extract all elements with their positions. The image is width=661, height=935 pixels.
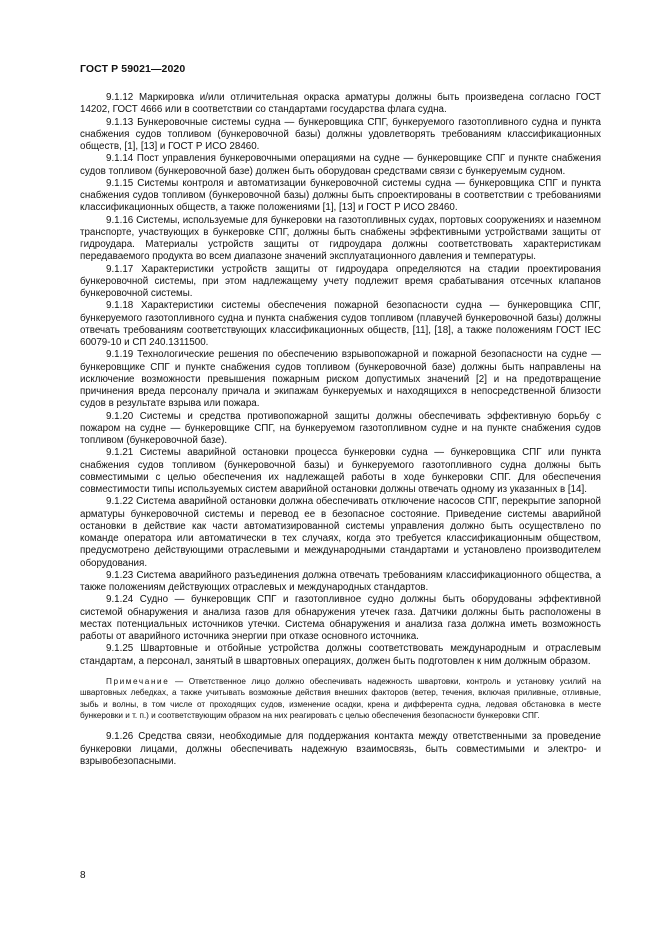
paragraph-9-1-18: 9.1.18 Характеристики системы обеспечения пожарной безопасности судна — бункеровщика СПГ, бункеруемого газотопливного судна и пункта снабжения судов топливом (плавучей бункеровочной базы) должны отвечать требованиям соответствующих классификационных обществ, [11], [18], а также положениям ГОСТ IEC 60079-10 и СП 240.1311500. — [80, 300, 601, 348]
paragraph-9-1-20: 9.1.20 Системы и средства противопожарной защиты должны обеспечивать эффективную борьбу с пожаром на судне — бункеровщике СПГ, на бункеруемом газотопливном судне и на пункте снабжения судов топливом (бункеровочной базе). — [80, 410, 601, 446]
paragraph-9-1-22: 9.1.22 Система аварийной остановки должна обеспечивать отключение насосов СПГ, перекрытие запорной арматуры бункеровочной системы и перевод ее в безопасное состояние. Приведение системы аварийной остановки в действие как части автоматизированной системы управления должно быть осуществлено по команде оператора или автоматически в тех случаях, когда это требуется классификационным обществом, предусмотрено действующими отраслевыми и международными стандартами и установлено производителем оборудования. — [80, 496, 601, 569]
paragraph-9-1-25: 9.1.25 Швартовные и отбойные устройства должны соответствовать международным и отраслевым стандартам, а персонал, занятый в швартовных операциях, должен быть подготовлен к ним должным образом. — [80, 643, 601, 667]
note-text: — Ответственное лицо должно обеспечивать надежность швартовки, контроль и установку усилий на швартовных лебедках, а также учитывать возможные действия внешних факторов (ветер, течения, включая приливные, отливные, зыбь и волны, в том числе от проходящих судов, изменение осадки, крена и дифферента судна, ледовая обстановка в месте бункеровки и т. п.) и соответствующим образом на них реагировать с целью обеспечения безопасности бункеровки СПГ. — [80, 676, 601, 720]
document-header: ГОСТ Р 59021—2020 — [80, 63, 186, 75]
paragraph-9-1-14: 9.1.14 Пост управления бункеровочными операциями на судне — бункеровщике СПГ и пункте снабжения судов топливом (бункеровочной базе) должен быть оборудован средствами связи с бункеруемым судном. — [80, 153, 601, 177]
paragraph-9-1-26: 9.1.26 Средства связи, необходимые для поддержания контакта между ответственными за проведение бункеровки лицами, должны обеспечивать надежную взаимосвязь, быть совместимыми и электро- и взрывобезопасными. — [80, 731, 601, 767]
note-block — [80, 676, 601, 722]
paragraph-9-1-19: 9.1.19 Технологические решения по обеспечению взрывопожарной и пожарной безопасности на судне — бункеровщике СПГ и пункте снабжения судов топливом (бункеровочной базе) должны быть направлены на исключение возможности превышения пожарным риском допустимых значений [2] и на предотвращение причинения вреда персоналу причала и экипажам бункеруемых и находящихся в непосредственной близости судов в результате взрыва или пожара. — [80, 349, 601, 410]
paragraph-9-1-16: 9.1.16 Системы, используемые для бункеровки на газотопливных судах, портовых сооружениях и наземном транспорте, участвующих в бункеровке СПГ, должны быть снабжены эффективными устройствами защиты от гидроудара. Материалы устройств защиты от гидроудара должны соответствовать характеристикам передаваемого продукта во всем диапазоне значений эксплуатационного давления и температуры. — [80, 214, 601, 263]
document-body — [80, 92, 601, 768]
paragraph-9-1-17: 9.1.17 Характеристики устройств защиты от гидроудара определяются на стадии проектирования бункеровочной системы, при этом надлежащему учету подлежит время срабатывания отсечных клапанов бункеровочной системы. — [80, 263, 601, 299]
paragraph-9-1-24: 9.1.24 Судно — бункеровщик СПГ и газотопливное судно должны быть оборудованы эффективной системой обнаружения и анализа газов для обнаружения утечек газа. Датчики должны быть расположены в местах потенциальных источников утечки. Система обнаружения и анализа газа должна иметь возможность работы от аварийного источника энергии при отказе основного источника. — [80, 594, 601, 642]
page-number: 8 — [80, 870, 86, 881]
paragraph-9-1-21: 9.1.21 Системы аварийной остановки процесса бункеровки судна — бункеровщика СПГ или пункта снабжения судов топливом (бункеровочной базы) и бункеруемого газотопливного судна должны быть совместимыми с целью обеспечения их надлежащей работы в ходе бункеровки СПГ. Для обеспечения совместимости типы используемых систем аварийной остановки должны отвечать одному из указанных в [14]. — [80, 447, 601, 495]
paragraph-9-1-13: 9.1.13 Бункеровочные системы судна — бункеровщика СПГ, бункеруемого газотопливного судна и пункта снабжения судов топливом (бункеровочной базы) должны удовлетворять требованиям классификационных обществ, [1], [13] и ГОСТ Р ИСО 28460. — [80, 116, 601, 152]
paragraph-9-1-12: 9.1.12 Маркировка и/или отличительная окраска арматуры должны быть произведена согласно ГОСТ 14202, ГОСТ 4666 или в соответствии со стандартами государства флага судна. — [80, 92, 601, 116]
paragraph-9-1-15: 9.1.15 Системы контроля и автоматизации бункеровочной системы судна — бункеровщика СПГ и пункта снабжения судов топливом (бункеровочной базы) должны быть спроектированы в соответствии с требованиями классификационных обществ, а также положениями [1], [13] и ГОСТ Р ИСО 28460. — [80, 177, 601, 214]
paragraph-9-1-23: 9.1.23 Система аварийного разъединения должна отвечать требованиям классификационного общества, а также положениям действующих отраслевых и международных стандартов. — [80, 569, 601, 593]
note-label: Примечание — [106, 676, 170, 686]
